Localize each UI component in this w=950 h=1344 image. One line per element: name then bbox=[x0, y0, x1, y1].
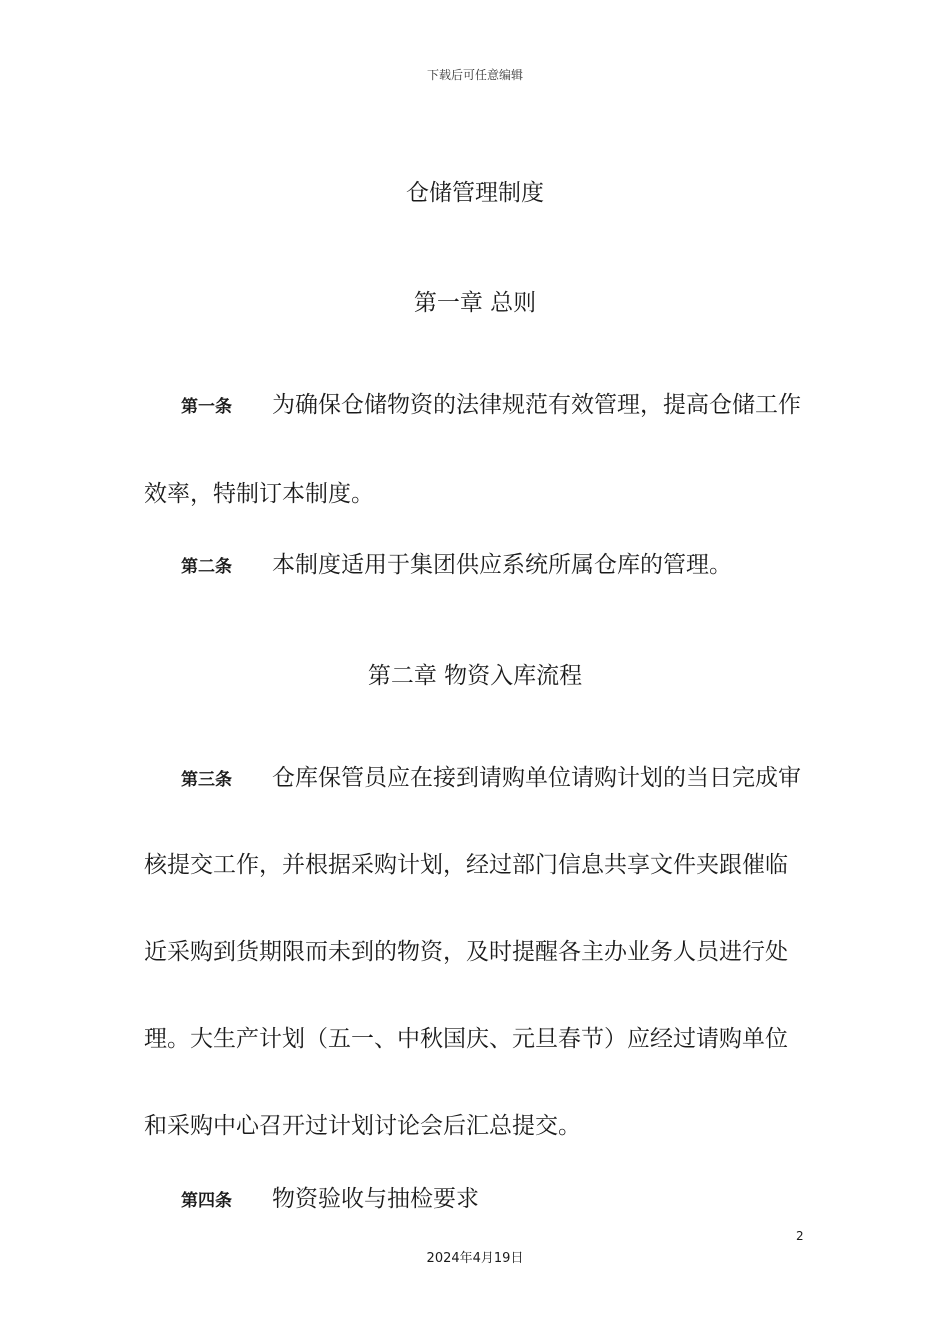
chapter-2-heading: 第二章 物资入库流程 bbox=[367, 663, 583, 689]
article-4-line-1: 物资验收与抽检要求 bbox=[272, 1186, 479, 1212]
article-3-label: 第三条 bbox=[181, 770, 232, 790]
article-3-line-4: 理。大生产计划（五一、中秋国庆、元旦春节）应经过请购单位 bbox=[144, 1026, 788, 1052]
article-1-line-2: 效率，特制订本制度。 bbox=[144, 481, 374, 507]
article-3-line-1: 仓库保管员应在接到请购单位请购计划的当日完成审 bbox=[272, 765, 801, 791]
document-title: 仓储管理制度 bbox=[406, 180, 544, 206]
page-number: 2 bbox=[796, 1229, 804, 1243]
article-1-label: 第一条 bbox=[181, 397, 232, 417]
header-note: 下载后可任意编辑 bbox=[426, 68, 523, 82]
article-2-line-1: 本制度适用于集团供应系统所属仓库的管理。 bbox=[272, 552, 732, 578]
article-3-line-3: 近采购到货期限而未到的物资，及时提醒各主办业务人员进行处 bbox=[144, 939, 788, 965]
article-3-line-5: 和采购中心召开过计划讨论会后汇总提交。 bbox=[144, 1113, 581, 1139]
article-1-line-1: 为确保仓储物资的法律规范有效管理，提高仓储工作 bbox=[272, 392, 801, 418]
article-2-label: 第二条 bbox=[181, 557, 232, 577]
chapter-1-heading: 第一章 总则 bbox=[413, 290, 537, 316]
article-4-label: 第四条 bbox=[181, 1191, 232, 1211]
footer-date: 2024年4月19日 bbox=[426, 1251, 524, 1266]
article-3-line-2: 核提交工作，并根据采购计划，经过部门信息共享文件夹跟催临 bbox=[144, 852, 788, 878]
